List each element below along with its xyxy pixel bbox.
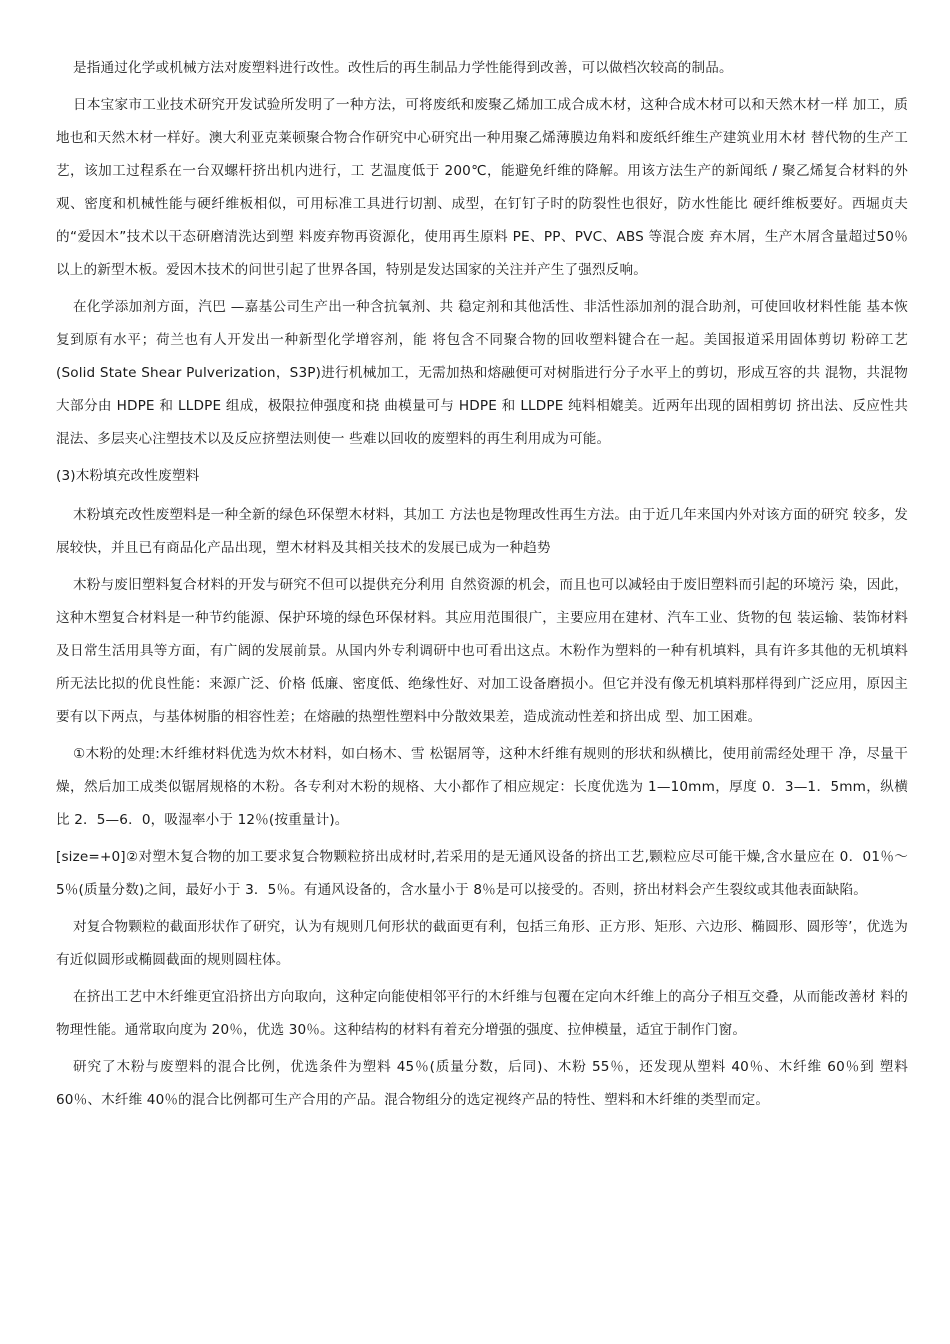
paragraph-wood-flour-overview: 木粉填充改性废塑料是一种全新的绿色环保塑木材料，其加工 方法也是物理改性再生方法。由于近几年来国内外对该方面的研究 较多，发展较快，并且已有商品化产品出现，塑木材料及其相关技术的发展已成为一种趋势: [56, 507, 908, 556]
section-heading-wood-flour: (3)木粉填充改性废塑料: [56, 468, 200, 484]
paragraph-chemical-additives: 在化学添加剂方面，汽巴 —嘉基公司生产出一种含抗氧剂、共 稳定剂和其他活性、非活性添加剂的混合助剂，可使回收材料性能 基本恢复到原有水平；荷兰也有人开发出一种新型化学增容剂，能 将包含不同聚合物的回收塑料键合在一起。美国报道采用固体剪切 粉碎工艺(Solid State Shear Pulverization，S3P)进行机械加工，无需加热和熔融便可对树脂进行分子水平上的剪切，形成互容的共 混物，共混物大部分由 HDPE 和 LLDPE 组成，极限拉伸强度和挠 曲模量可与 HDPE 和 LLDPE 纯料相媲美。近两年出现的固相剪切 挤出法、反应性共混法、多层夹心注塑技术以及反应挤塑法则使一 些难以回收的废塑料的再生利用成为可能。: [56, 299, 908, 447]
paragraph-fiber-orientation: 在挤出工艺中木纤维更宜沿挤出方向取向，这种定向能使相邻平行的木纤维与包覆在定向木纤维上的高分子相互交叠，从而能改善材 料的物理性能。通常取向度为 20％，优选 30％。这种结构的材料有着充分增强的强度、拉伸模量，适宜于制作门窗。: [56, 989, 908, 1038]
paragraph-modification-intro: 是指通过化学或机械方法对废塑料进行改性。改性后的再生制品力学性能得到改善，可以做档次较高的制品。: [73, 60, 733, 76]
paragraph-cross-section: 对复合物颗粒的截面形状作了研究，认为有规则几何形状的截面更有利，包括三角形、正方形、矩形、六边形、椭圆形、圆形等’，优选为有近似圆形或椭圆截面的规则圆柱体。: [56, 919, 908, 968]
paragraph-processing-requirements: [size=+0]②对塑木复合物的加工要求复合物颗粒挤出成材时,若采用的是无通风设备的挤出工艺,颗粒应尽可能干燥,含水量应在 0．01％～5％(质量分数)之间，最好小于 3．5％。有通风设备的，含水量小于 8％是可以接受的。否则，挤出材料会产生裂纹或其他表面缺陷。: [56, 849, 909, 898]
paragraph-composite-development: 木粉与废旧塑料复合材料的开发与研究不但可以提供充分利用 自然资源的机会，而且也可以减轻由于废旧塑料而引起的环境污 染，因此，这种木塑复合材料是一种节约能源、保护环境的绿色环保材料。其应用范围很广，主要应用在建材、汽车工业、货物的包 装运输、装饰材料及日常生活用具等方面，有广阔的发展前景。从国内外专利调研中也可看出这点。木粉作为塑料的一种有机填料，具有许多其他的无机填料所无法比拟的优良性能：来源广泛、价格 低廉、密度低、绝缘性好、对加工设备磨损小。但它并没有像无机填料那样得到广泛应用，原因主要有以下两点，与基体树脂的相容性差；在熔融的热塑性塑料中分散效果差，造成流动性差和挤出成 型、加工困难。: [56, 577, 908, 725]
paragraph-wood-flour-treatment: ①木粉的处理:木纤维材料优选为炊木材料，如白杨木、雪 松锯屑等，这种木纤维有规则的形状和纵横比，使用前需经处理干 净，尽量干燥，然后加工成类似锯屑规格的木粉。各专利对木粉的规格、大小都作了相应规定：长度优选为 1—10mm，厚度 0．3—1．5mm，纵横比 2．5—6．0，吸湿率小于 12％(按重量计)。: [56, 746, 908, 828]
document-page: [56, 52, 908, 1121]
paragraph-mixing-ratio: 研究了木粉与废塑料的混合比例，优选条件为塑料 45％(质量分数，后同)、木粉 55％，还发现从塑料 40％、木纤维 60％到 塑料 60％、木纤维 40％的混合比例都可生产合用的产品。混合物组分的选定视终产品的特性、塑料和木纤维的类型而定。: [56, 1059, 908, 1108]
paragraph-synthetic-wood: 日本宝家市工业技术研究开发试验所发明了一种方法，可将废纸和废聚乙烯加工成合成木材，这种合成木材可以和天然木材一样 加工，质地也和天然木材一样好。澳大利亚克莱顿聚合物合作研究中心研究出一种用聚乙烯薄膜边角料和废纸纤维生产建筑业用木材 替代物的生产工艺，该加工过程系在一台双螺杆挤出机内进行，工 艺温度低于 200℃，能避免纤维的降解。用该方法生产的新闻纸 / 聚乙烯复合材料的外观、密度和机械性能与硬纤维板相似，可用标准工具进行切割、成型，在钉钉子时的防裂性也很好，防水性能比 硬纤维板要好。西堀贞夫的“爱因木”技术以干态研磨清洗达到塑 料废弃物再资源化，使用再生原料 PE、PP、PVC、ABS 等混合废 弃木屑，生产木屑含量超过50％以上的新型木板。爱因木技术的问世引起了世界各国，特别是发达国家的关注并产生了强烈反响。: [56, 97, 908, 278]
